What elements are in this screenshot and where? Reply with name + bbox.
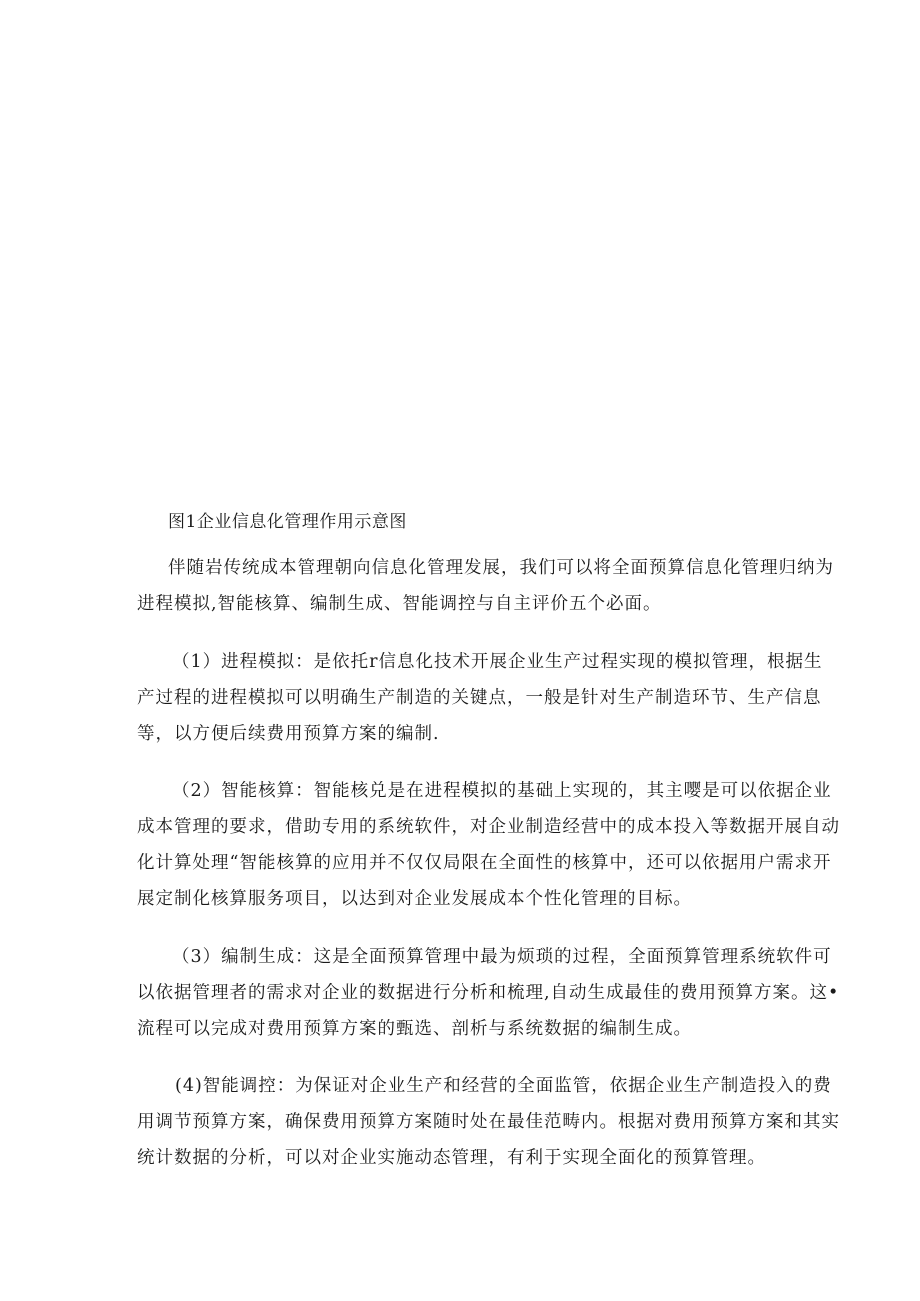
item-4-line-1: (4)智能调控：为保证对企业生产和经营的全面监管，依据企业生产制造投入的费 xyxy=(175,1076,832,1096)
item-3-line-2: 以依据管理者的需求对企业的数据进行分析和梳理,自动生成最佳的费用预算方案。这• xyxy=(137,983,840,1003)
figure-caption: 图1企业信息化管理作用示意图 xyxy=(168,512,407,532)
intro-line-2: 进程模拟,智能核算、编制生成、智能调控与自主评价五个必面。 xyxy=(137,594,662,614)
item-2-line-3: 化计算处理“智能核算的应用并不仅仅局限在全面性的核算中，还可以依据用户需求开 xyxy=(137,853,832,873)
item-1-line-2: 产过程的进程模拟可以明确生产制造的关键点，一般是针对生产制造环节、生产信息 xyxy=(137,688,822,708)
item-2-line-2: 成本管理的要求，借助专用的系统软件，对企业制造经营中的成本投入等数据开展自动 xyxy=(137,817,840,837)
item-1-paragraph xyxy=(137,644,823,752)
figure-placeholder xyxy=(136,40,786,480)
item-3-line-1: （3）编制生成：这是全面预算管理中最为烦琐的过程，全面预算管理系统软件可 xyxy=(172,947,832,967)
item-1-line-1: （1）进程模拟：是依托r信息化技术开展企业生产过程实现的模拟管理，根据生 xyxy=(172,652,823,672)
item-4-paragraph xyxy=(137,1068,840,1176)
item-4-line-3: 统计数据的分析，可以对企业实施动态管理，有利于实现全面化的预算管理。 xyxy=(137,1148,766,1168)
intro-paragraph xyxy=(137,550,834,622)
item-3-line-3: 流程可以完成对费用预算方案的甄选、剖析与系统数据的编制生成。 xyxy=(137,1019,692,1039)
item-2-line-4: 展定制化核算服务项目，以达到对企业发展成本个性化管理的目标。 xyxy=(137,889,692,909)
item-4-line-2: 用调节预算方案，确保费用预算方案随时处在最佳范畴内。根据对费用预算方案和其实 xyxy=(137,1112,840,1132)
item-3-paragraph xyxy=(137,939,839,1047)
item-2-line-1: （2）智能核算：智能核兑是在进程模拟的基础上实现的，其主嘤是可以依据企业 xyxy=(172,781,832,801)
item-2-paragraph xyxy=(137,773,840,917)
intro-line-1: 伴随岩传统成本管理朝向信息化管理发展，我们可以将全面预算信息化管理归纳为 xyxy=(168,558,834,578)
item-1-line-3: 等，以方便后续费用预算方案的编制. xyxy=(137,724,440,744)
